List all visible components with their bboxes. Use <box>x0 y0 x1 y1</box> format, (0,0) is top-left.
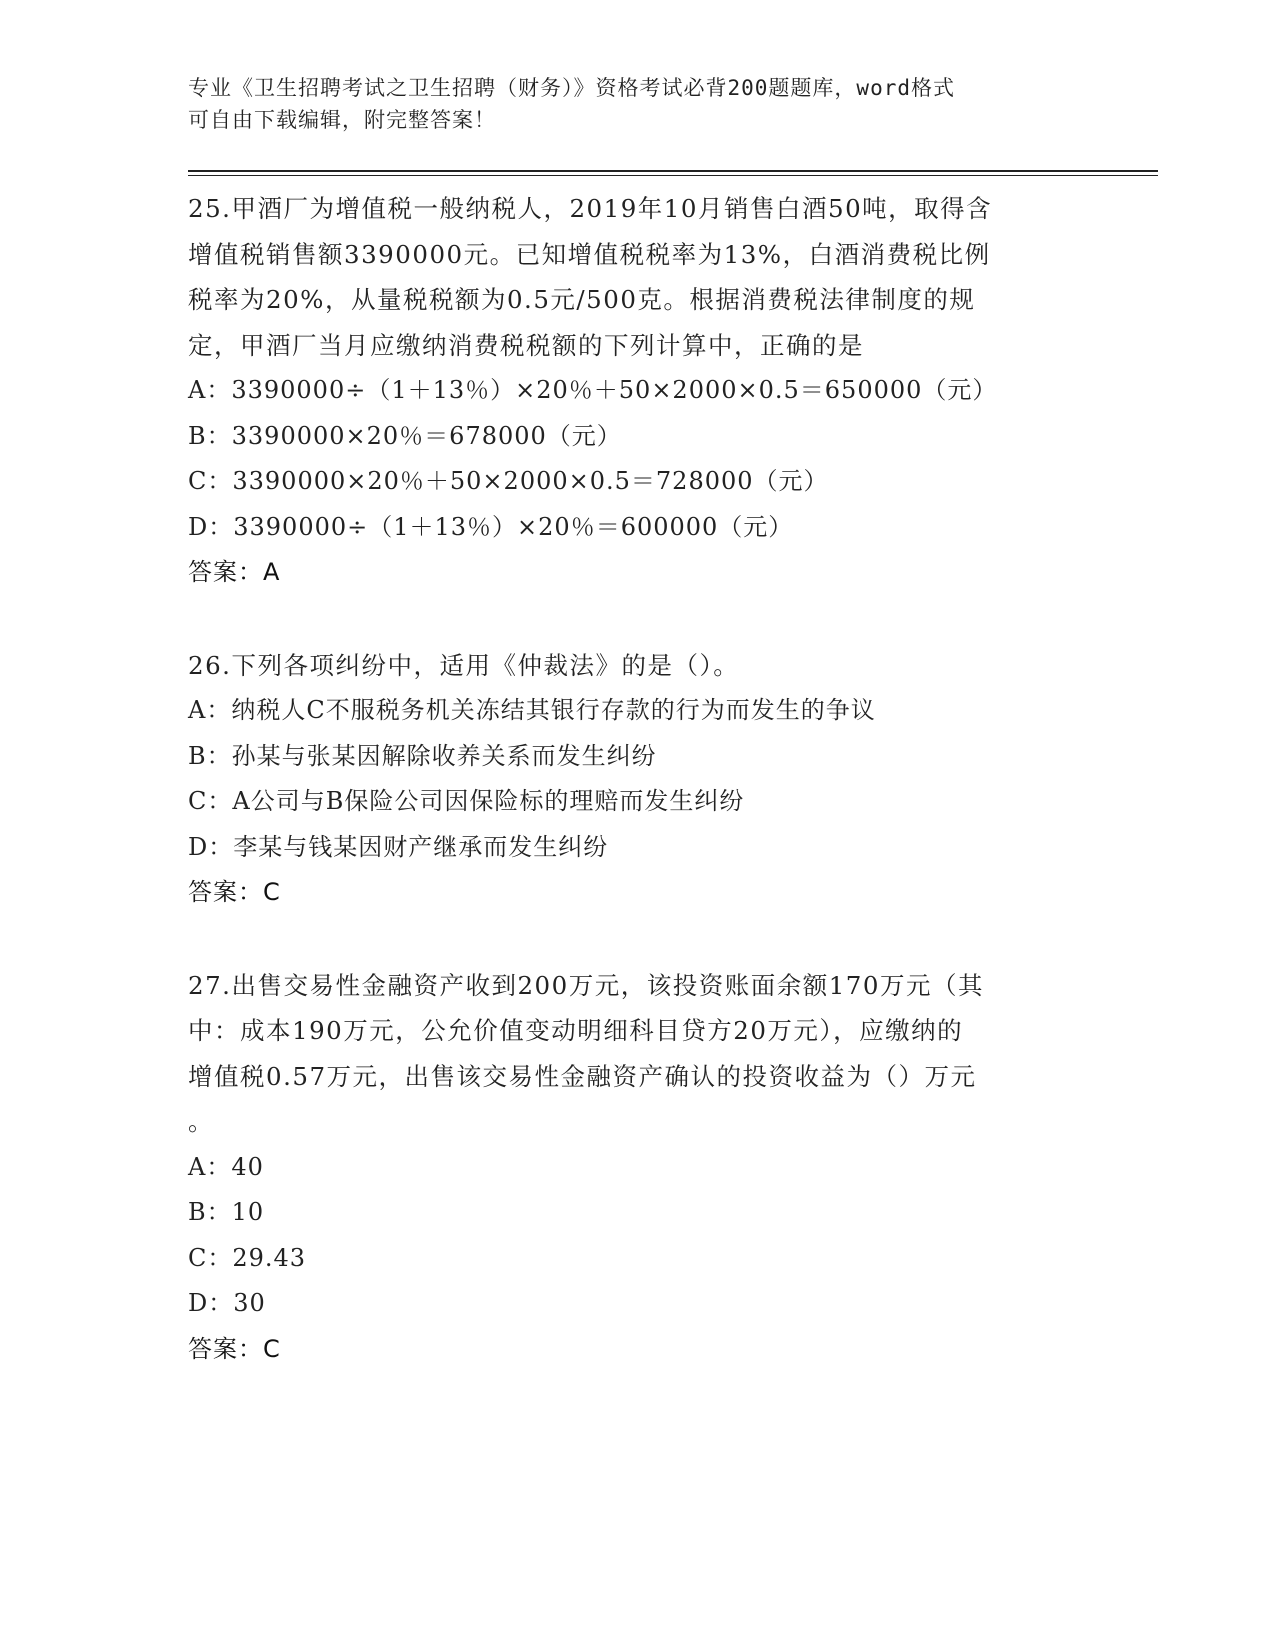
option-b: B：3390000×20％＝678000（元） <box>188 421 622 450</box>
question-stem <box>188 643 1158 689</box>
stem-line: 26.下列各项纠纷中，适用《仲裁法》的是（）。 <box>188 650 740 680</box>
question-25 <box>188 186 1158 596</box>
answer-label: 答案：A <box>188 558 281 586</box>
option-c: C：A公司与B保险公司因保险标的理赔而发生纠纷 <box>188 787 745 815</box>
option-d: D：30 <box>188 1289 266 1317</box>
stem-line: 定，甲酒厂当月应缴纳消费税税额的下列计算中，正确的是 <box>188 330 864 360</box>
document-page <box>188 72 1158 1419</box>
option-a: A：40 <box>188 1152 264 1181</box>
option-d: D：3390000÷（1＋13％）×20％＝600000（元） <box>188 512 794 541</box>
question-26 <box>188 643 1158 916</box>
document-header <box>188 72 1158 136</box>
option-b: B：孙某与张某因解除收养关系而发生纠纷 <box>188 741 657 770</box>
option-c: C：3390000×20％＋50×2000×0.5＝728000（元） <box>188 467 829 495</box>
stem-line: 税率为20%，从量税税额为0.5元/500克。根据消费税法律制度的规 <box>188 285 976 314</box>
stem-line: 增值税0.57万元，出售该交易性金融资产确认的投资收益为（）万元 <box>188 1061 977 1091</box>
stem-line: 25.甲酒厂为增值税一般纳税人，2019年10月销售白酒50吨，取得含 <box>188 194 993 223</box>
header-line-2: 可自由下载编辑，附完整答案！ <box>188 108 496 132</box>
question-stem <box>188 186 1158 368</box>
option-a: A：纳税人C不服税务机关冻结其银行存款的行为而发生的争议 <box>188 696 876 724</box>
option-d: D：李某与钱某因财产继承而发生纠纷 <box>188 832 609 861</box>
question-stem <box>188 963 1158 1145</box>
stem-line: 27.出售交易性金融资产收到200万元，该投资账面余额170万元（其 <box>188 970 984 1000</box>
answer-label: 答案：C <box>188 878 281 906</box>
divider-thick <box>188 170 1158 172</box>
stem-line: 增值税销售额3390000元。已知增值税税率为13%，白酒消费税比例 <box>188 239 991 269</box>
option-c: C：29.43 <box>188 1243 307 1272</box>
option-b: B：10 <box>188 1198 265 1226</box>
stem-line: 。 <box>188 1107 214 1136</box>
question-27 <box>188 963 1158 1373</box>
option-a: A：3390000÷（1＋13％）×20％＋50×2000×0.5＝650000（元） <box>188 376 998 404</box>
divider-thin <box>188 175 1158 176</box>
header-divider <box>188 170 1158 176</box>
answer-label: 答案：C <box>188 1334 281 1363</box>
stem-line: 中：成本190万元，公允价值变动明细科目贷方20万元），应缴纳的 <box>188 1016 964 1045</box>
header-line-1: 专业《卫生招聘考试之卫生招聘（财务）》资格考试必背200题题库，word格式 <box>188 76 955 100</box>
